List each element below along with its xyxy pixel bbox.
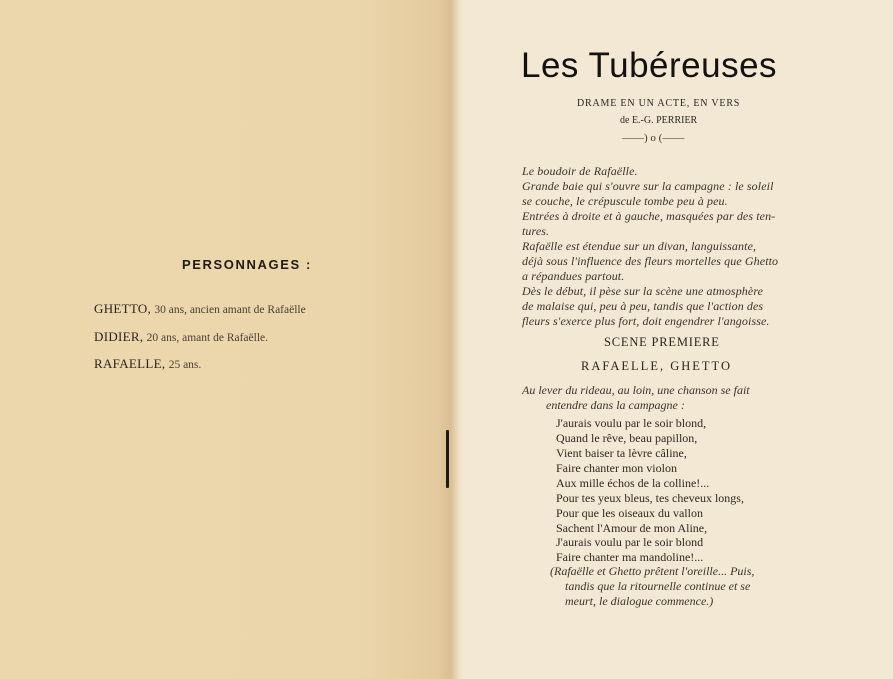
closing-direction-line: (Rafaëlle et Ghetto prêtent l'oreille... Puis, (550, 564, 755, 578)
play-author: de E.-G. PERRIER (620, 115, 698, 126)
play-title: Les Tubéreuses (521, 46, 778, 85)
verse-line: Faire chanter mon violon (556, 461, 677, 475)
scene-title: SCENE PREMIERE (604, 335, 720, 349)
closing-direction-line: meurt, le dialogue commence.) (565, 594, 714, 608)
verse-line: Quand le rêve, beau papillon, (556, 431, 698, 445)
scene-intro-line: Au lever du rideau, au loin, une chanson se fait (522, 383, 750, 397)
character-desc: 30 ans, ancien amant de Rafaëlle (154, 304, 306, 316)
character-name: RAFAELLE, (94, 356, 166, 371)
staple (446, 430, 449, 488)
verse-line: Pour que les oiseaux du vallon (556, 506, 703, 520)
closing-direction-line: tandis que la ritournelle continue et se (565, 579, 751, 593)
stage-direction-line: tures. (522, 224, 550, 238)
stage-direction-line: de malaise qui, peu à peu, tandis que l'action des (522, 299, 764, 313)
character-didier (94, 329, 268, 345)
verse-line: Vient baiser ta lèvre câline, (556, 446, 687, 460)
personnages-heading: PERSONNAGES : (182, 257, 312, 272)
play-subtitle: DRAME EN UN ACTE, EN VERS (577, 98, 741, 109)
stage-direction-line: Le boudoir de Rafaëlle. (522, 164, 638, 178)
stage-direction-line: Entrées à droite et à gauche, masquées par des ten- (522, 209, 776, 223)
stage-direction-line: fleurs s'exerce plus fort, doit engendrer l'angoisse. (522, 314, 770, 328)
stage-direction-line: Grande baie qui s'ouvre sur la campagne : le soleil (522, 179, 774, 193)
verse-line: Sachent l'Amour de mon Aline, (556, 521, 708, 535)
stage-direction-line: Dès le début, il pèse sur la scène une atmosphère (522, 284, 764, 298)
stage-direction-line: déjà sous l'influence des fleurs mortelles que Ghetto (522, 254, 779, 268)
stage-direction-line: Rafaëlle est étendue sur un divan, languissante, (522, 239, 757, 253)
character-desc: 25 ans. (168, 359, 202, 371)
character-desc: 20 ans, amant de Rafaëlle. (146, 332, 268, 344)
ornament-divider: ——) o (—— (622, 132, 685, 144)
character-rafaelle (94, 356, 201, 372)
verse-line: Faire chanter ma mandoline!... (556, 550, 704, 564)
verse-line: J'aurais voulu par le soir blond (556, 535, 704, 549)
scene-intro-line: entendre dans la campagne : (546, 398, 685, 412)
verse-line: Pour tes yeux bleus, tes cheveux longs, (556, 491, 744, 505)
scene-characters: RAFAELLE, GHETTO (581, 359, 732, 373)
character-name: GHETTO, (94, 301, 152, 316)
verse-line: Aux mille échos de la colline!... (556, 476, 710, 490)
stage-direction-line: se couche, le crépuscule tombe peu à peu. (522, 194, 728, 208)
verse-line: J'aurais voulu par le soir blond, (556, 416, 707, 430)
character-name: DIDIER, (94, 329, 144, 344)
stage-direction-line: a répandues partout. (522, 269, 625, 283)
character-ghetto (94, 301, 306, 317)
